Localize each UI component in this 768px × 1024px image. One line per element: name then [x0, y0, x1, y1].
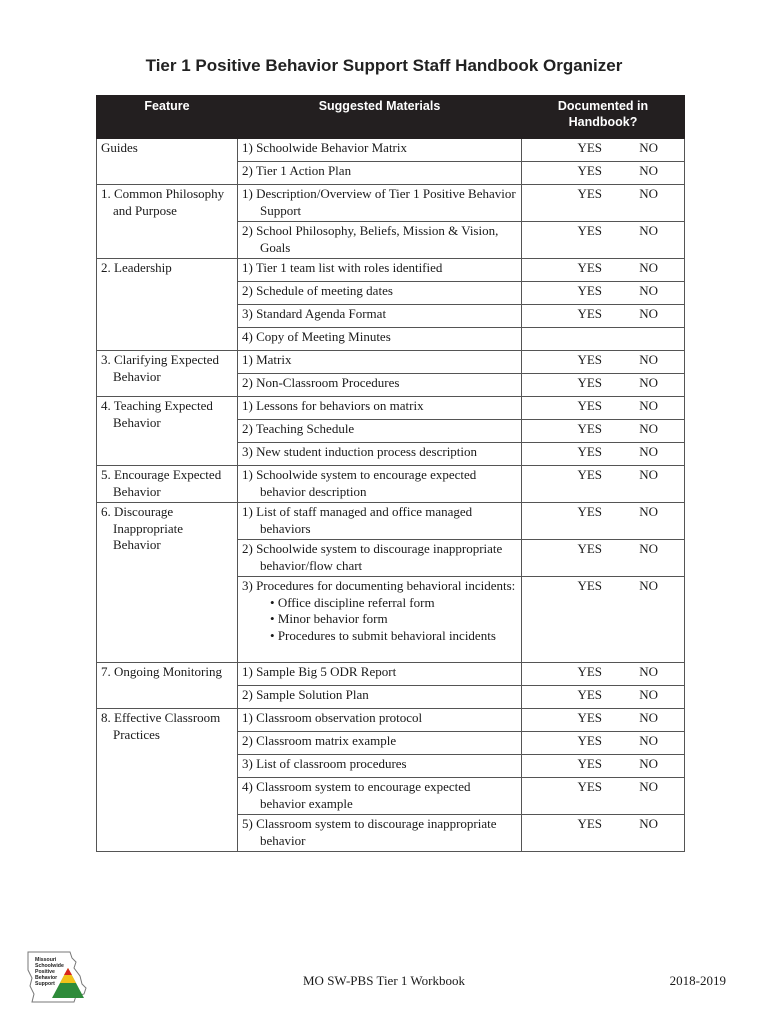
no-option[interactable]: NO	[639, 710, 658, 725]
material-cell	[238, 259, 522, 282]
material-label: 2) Tier 1 Action Plan	[242, 163, 352, 178]
yes-option[interactable]: YES	[577, 733, 602, 748]
yes-option[interactable]: YES	[577, 816, 602, 831]
yes-option[interactable]: YES	[577, 260, 602, 275]
table-row	[97, 351, 685, 374]
feature-label: 5. Encourage Expected Behavior	[101, 467, 222, 499]
no-option[interactable]: NO	[639, 541, 658, 556]
no-option[interactable]: NO	[639, 223, 658, 238]
material-cell	[238, 778, 522, 815]
documented-cell	[522, 420, 685, 443]
logo-line: Behavior	[35, 975, 58, 981]
material-label: 3) Procedures for documenting behavioral incidents:	[242, 578, 516, 593]
yes-option[interactable]: YES	[577, 664, 602, 679]
yes-option[interactable]: YES	[577, 283, 602, 298]
feature-cell	[97, 259, 238, 351]
material-cell	[238, 397, 522, 420]
footer-year: 2018-2019	[669, 973, 726, 988]
yes-option[interactable]: YES	[577, 375, 602, 390]
yes-option[interactable]: YES	[577, 779, 602, 794]
material-label: 1) Description/Overview of Tier 1 Positive Behavior Support	[242, 186, 516, 218]
documented-cell	[522, 503, 685, 540]
documented-cell	[522, 443, 685, 466]
documented-cell	[522, 540, 685, 577]
material-cell	[238, 328, 522, 351]
yes-option[interactable]: YES	[577, 186, 602, 201]
material-cell	[238, 185, 522, 222]
feature-label: 3. Clarifying Expected Behavior	[101, 352, 220, 384]
yes-option[interactable]: YES	[577, 467, 602, 482]
yes-option[interactable]: YES	[577, 578, 602, 593]
feature-cell	[97, 139, 238, 185]
documented-cell	[522, 222, 685, 259]
material-label: 4) Copy of Meeting Minutes	[242, 329, 391, 344]
material-cell	[238, 466, 522, 503]
table-body	[97, 139, 685, 852]
feature-label: Guides	[101, 140, 138, 155]
material-cell	[238, 139, 522, 162]
feature-label: 7. Ongoing Monitoring	[101, 664, 222, 679]
material-cell	[238, 663, 522, 686]
material-label: 1) Schoolwide system to encourage expected behavior description	[242, 467, 477, 499]
material-cell	[238, 305, 522, 328]
material-cell	[238, 755, 522, 778]
feature-label: 4. Teaching Expected Behavior	[101, 398, 213, 430]
documented-cell	[522, 397, 685, 420]
documented-cell	[522, 328, 685, 351]
no-option[interactable]: NO	[639, 352, 658, 367]
table-row	[97, 663, 685, 686]
documented-cell	[522, 755, 685, 778]
material-label: 2) Sample Solution Plan	[242, 687, 369, 702]
material-bullet-item: • Procedures to submit behavioral incidents	[270, 628, 517, 645]
no-option[interactable]: NO	[639, 733, 658, 748]
table-row	[97, 185, 685, 222]
documented-cell	[522, 374, 685, 397]
no-option[interactable]: NO	[639, 140, 658, 155]
yes-option[interactable]: YES	[577, 352, 602, 367]
material-cell	[238, 815, 522, 852]
feature-label: 1. Common Philosophy and Purpose	[101, 186, 225, 218]
material-cell	[238, 577, 522, 663]
material-label: 1) Lessons for behaviors on matrix	[242, 398, 424, 413]
no-option[interactable]: NO	[639, 186, 658, 201]
table-row	[97, 709, 685, 732]
feature-label: 6. Discourage Inappropriate Behavior	[101, 504, 184, 552]
page-title: Tier 1 Positive Behavior Support Staff Handbook Organizer	[145, 56, 623, 75]
no-option[interactable]: NO	[639, 779, 658, 794]
material-cell	[238, 420, 522, 443]
header-row	[97, 96, 685, 139]
yes-option[interactable]: YES	[577, 421, 602, 436]
material-cell	[238, 503, 522, 540]
no-option[interactable]: NO	[639, 260, 658, 275]
no-option[interactable]: NO	[639, 467, 658, 482]
documented-cell	[522, 351, 685, 374]
no-option[interactable]: NO	[639, 578, 658, 593]
material-label: 2) Non-Classroom Procedures	[242, 375, 400, 390]
no-option[interactable]: NO	[639, 756, 658, 771]
feature-cell	[97, 503, 238, 663]
material-label: 2) Schoolwide system to discourage inappropriate behavior/flow chart	[242, 541, 503, 573]
header-feature: Feature	[97, 96, 238, 139]
material-label: 2) Classroom matrix example	[242, 733, 397, 748]
feature-cell	[97, 185, 238, 259]
no-option[interactable]: NO	[639, 816, 658, 831]
documented-cell	[522, 466, 685, 503]
material-bullet-item: • Office discipline referral form	[270, 595, 517, 612]
documented-cell	[522, 162, 685, 185]
material-label: 1) Schoolwide Behavior Matrix	[242, 140, 407, 155]
material-cell	[238, 162, 522, 185]
material-cell	[238, 351, 522, 374]
documented-cell	[522, 185, 685, 222]
yes-option[interactable]: YES	[577, 163, 602, 178]
no-option[interactable]: NO	[639, 163, 658, 178]
yes-option[interactable]: YES	[577, 306, 602, 321]
material-cell	[238, 374, 522, 397]
no-option[interactable]: NO	[639, 375, 658, 390]
no-option[interactable]: NO	[639, 444, 658, 459]
table-row	[97, 259, 685, 282]
table-row	[97, 397, 685, 420]
material-label: 3) Standard Agenda Format	[242, 306, 387, 321]
feature-cell	[97, 466, 238, 503]
documented-cell	[522, 709, 685, 732]
material-cell	[238, 732, 522, 755]
table-row	[97, 139, 685, 162]
yes-option[interactable]: YES	[577, 710, 602, 725]
material-label: 1) Sample Big 5 ODR Report	[242, 664, 397, 679]
no-option[interactable]: NO	[639, 687, 658, 702]
yes-option[interactable]: YES	[577, 687, 602, 702]
no-option[interactable]: NO	[639, 664, 658, 679]
logo-line: Schoolwide	[35, 963, 64, 969]
feature-cell	[97, 709, 238, 852]
organizer-table	[96, 95, 685, 852]
feature-cell	[97, 397, 238, 466]
material-label: 1) Matrix	[242, 352, 292, 367]
yes-option[interactable]: YES	[577, 504, 602, 519]
feature-cell	[97, 351, 238, 397]
no-option[interactable]: NO	[639, 306, 658, 321]
material-bullet-list	[242, 595, 517, 645]
material-label: 3) New student induction process description	[242, 444, 478, 459]
header-documented: Documented in Handbook?	[522, 96, 685, 139]
logo-line: Missouri	[35, 957, 57, 963]
documented-cell	[522, 663, 685, 686]
material-label: 2) School Philosophy, Beliefs, Mission & Vision, Goals	[242, 223, 499, 255]
documented-cell	[522, 732, 685, 755]
yes-option[interactable]: YES	[577, 398, 602, 413]
documented-cell	[522, 282, 685, 305]
yes-option[interactable]: YES	[577, 756, 602, 771]
material-label: 1) List of staff managed and office managed behaviors	[242, 504, 473, 536]
material-label: 1) Tier 1 team list with roles identified	[242, 260, 443, 275]
material-label: 3) List of classroom procedures	[242, 756, 407, 771]
material-label: 5) Classroom system to discourage inappropriate behavior	[242, 816, 497, 848]
no-option[interactable]: NO	[639, 504, 658, 519]
yes-option[interactable]: YES	[577, 444, 602, 459]
material-bullet-item: • Minor behavior form	[270, 611, 517, 628]
documented-cell	[522, 778, 685, 815]
documented-cell	[522, 259, 685, 282]
yes-option[interactable]: YES	[577, 541, 602, 556]
logo-line: Support	[35, 981, 55, 987]
material-label: 4) Classroom system to encourage expected behavior example	[242, 779, 471, 811]
header-materials: Suggested Materials	[238, 96, 522, 139]
material-cell	[238, 709, 522, 732]
material-cell	[238, 282, 522, 305]
documented-cell	[522, 577, 685, 663]
material-cell	[238, 540, 522, 577]
documented-cell	[522, 815, 685, 852]
no-option[interactable]: NO	[639, 421, 658, 436]
no-option[interactable]: NO	[639, 283, 658, 298]
feature-label: 8. Effective Classroom Practices	[101, 710, 221, 742]
logo-line: Positive	[35, 969, 55, 975]
documented-cell	[522, 305, 685, 328]
footer-workbook-label: MO SW-PBS Tier 1 Workbook	[303, 973, 465, 988]
feature-label: 2. Leadership	[101, 260, 172, 275]
yes-option[interactable]: YES	[577, 140, 602, 155]
material-label: 1) Classroom observation protocol	[242, 710, 423, 725]
documented-cell	[522, 139, 685, 162]
documented-cell	[522, 686, 685, 709]
material-cell	[238, 443, 522, 466]
material-cell	[238, 222, 522, 259]
material-label: 2) Teaching Schedule	[242, 421, 355, 436]
table-row	[97, 503, 685, 540]
table-row	[97, 466, 685, 503]
no-option[interactable]: NO	[639, 398, 658, 413]
yes-option[interactable]: YES	[577, 223, 602, 238]
feature-cell	[97, 663, 238, 709]
material-cell	[238, 686, 522, 709]
material-label: 2) Schedule of meeting dates	[242, 283, 393, 298]
